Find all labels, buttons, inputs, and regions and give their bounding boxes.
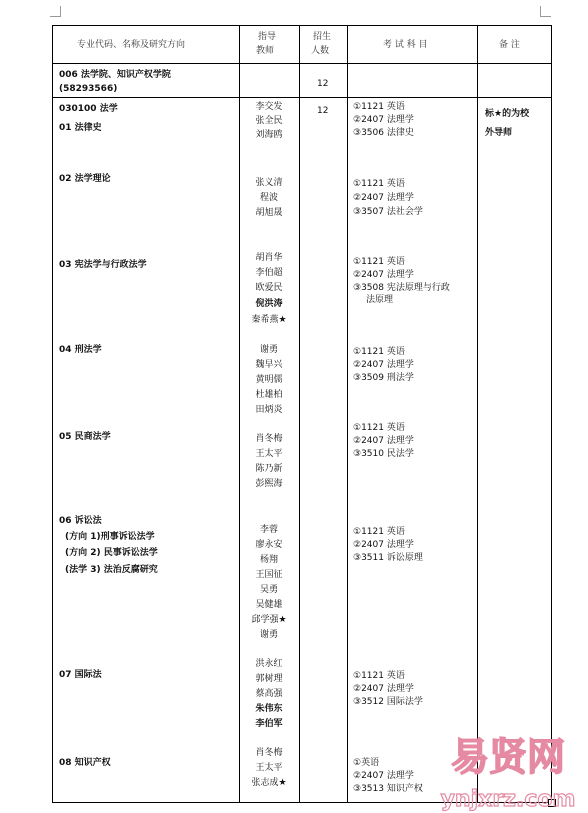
tutor-name: 张志成★ — [251, 778, 287, 788]
header-enroll: 招生 — [313, 32, 332, 42]
exam-subject: ②2407 法理学 — [353, 436, 414, 446]
row-divider — [53, 97, 551, 98]
school-enroll: 12 — [317, 79, 329, 89]
tutor-name: 李伯超 — [255, 268, 283, 278]
tutor-name: 王太平 — [255, 449, 283, 459]
exam-subject: 法原理 — [366, 295, 394, 305]
tutor-name: 吴勇 — [259, 585, 278, 595]
program-note-2: 外导师 — [485, 128, 513, 138]
program-enroll: 12 — [317, 106, 329, 116]
direction-name: 04 刑法学 — [59, 345, 102, 355]
tutor-name: 邱学强★ — [251, 615, 287, 625]
direction-name: 01 法律史 — [59, 123, 102, 133]
school-phone: (58293566) — [59, 84, 118, 94]
direction-name: 08 知识产权 — [59, 758, 111, 768]
tutor-name: 秦希燕★ — [251, 315, 287, 325]
direction-name: 06 诉讼法 — [59, 516, 102, 526]
tutor-name: 吴健雄 — [255, 600, 283, 610]
exam-subject: ②2407 法理学 — [353, 771, 414, 781]
direction-sub: (法学 3) 法治反腐研究 — [65, 565, 158, 575]
tutor-name: 肖冬梅 — [255, 434, 283, 444]
exam-subject: ①1121 英语 — [353, 347, 405, 357]
tutor-name: 刘海鸥 — [255, 130, 283, 140]
tutor-name: 肖冬梅 — [255, 748, 283, 758]
header-note: 备 注 — [499, 40, 520, 50]
exam-subject: ①1121 英语 — [353, 671, 405, 681]
program-code: 030100 法学 — [59, 104, 118, 114]
direction-sub: (方向 2) 民事诉讼法学 — [65, 548, 158, 558]
tutor-name: 廖永安 — [255, 540, 283, 550]
tutor-name: 欧爱民 — [255, 283, 283, 293]
tutor-name: 王太平 — [255, 763, 283, 773]
direction-name: 03 宪法学与行政法学 — [59, 260, 147, 270]
exam-subject: ②2407 法理学 — [353, 193, 414, 203]
exam-subject: ①英语 — [353, 758, 380, 768]
school-name: 006 法学院、知识产权学院 — [59, 70, 171, 80]
tutor-name: 李交发 — [255, 102, 283, 112]
exam-subject: ③3506 法律史 — [353, 128, 414, 138]
crop-mark-top-left — [50, 6, 61, 17]
header-exam: 考 试 科 目 — [383, 40, 428, 50]
tutor-name: 胡肖华 — [255, 253, 283, 263]
exam-subject: ①1121 英语 — [353, 423, 405, 433]
tutor-name: 倪洪涛 — [255, 299, 283, 309]
header-enroll-2: 人数 — [311, 46, 330, 56]
tutor-name: 张全民 — [255, 116, 283, 126]
exam-subject: ①1121 英语 — [353, 179, 405, 189]
tutor-name: 魏早兴 — [255, 360, 283, 370]
exam-subject: ③3509 刑法学 — [353, 373, 414, 383]
exam-subject: ②2407 法理学 — [353, 684, 414, 694]
header-tutor-2: 教师 — [256, 46, 275, 56]
direction-name: 07 国际法 — [59, 670, 102, 680]
row-divider — [53, 63, 551, 64]
tutor-name: 谢勇 — [259, 345, 278, 355]
tutor-name: 张义清 — [255, 178, 283, 188]
tutor-name: 杨翔 — [259, 555, 278, 565]
tutor-name: 陈乃新 — [255, 464, 283, 474]
tutor-name: 田炳炎 — [255, 405, 283, 415]
direction-name: 02 法学理论 — [59, 174, 111, 184]
exam-subject: ②2407 法理学 — [353, 540, 414, 550]
header-tutor: 指导 — [258, 32, 277, 42]
watermark-cn: 易贤网 — [450, 735, 566, 779]
watermark-en: ynjxrz.com — [440, 787, 576, 812]
header-major: 专业代码、名称及研究方向 — [77, 40, 186, 50]
exam-subject: ②2407 法理学 — [353, 360, 414, 370]
exam-subject: ③3512 国际法学 — [353, 697, 423, 707]
exam-subject: ③3508 宪法原理与行政 — [353, 283, 450, 293]
direction-sub: (方向 1)刑事诉讼法学 — [65, 532, 155, 542]
exam-subject: ③3510 民法学 — [353, 449, 414, 459]
exam-subject: ③3513 知识产权 — [353, 784, 423, 794]
tutor-name: 朱伟东 — [255, 704, 283, 714]
tutor-name: 蔡高强 — [255, 689, 283, 699]
exam-subject: ③3507 法社会学 — [353, 207, 423, 217]
exam-subject: ①1121 英语 — [353, 257, 405, 267]
enrollment-table — [52, 25, 552, 803]
column-divider — [477, 26, 478, 802]
column-divider — [347, 26, 348, 802]
tutor-name: 胡旭晟 — [255, 208, 283, 218]
direction-name: 05 民商法学 — [59, 432, 111, 442]
exam-subject: ①1121 英语 — [353, 527, 405, 537]
tutor-name: 程波 — [259, 193, 278, 203]
tutor-name: 李蓉 — [259, 525, 278, 535]
tutor-name: 谢勇 — [259, 630, 278, 640]
watermark-logo — [428, 722, 588, 813]
exam-subject: ②2407 法理学 — [353, 270, 414, 280]
column-divider — [299, 26, 300, 802]
tutor-name: 洪永红 — [255, 659, 283, 669]
tutor-name: 郭树理 — [255, 674, 283, 684]
program-note: 标★的为校 — [485, 109, 530, 119]
tutor-name: 李伯军 — [255, 719, 283, 729]
tutor-name: 彭熙海 — [255, 479, 283, 489]
tutor-name: 黄明儒 — [255, 375, 283, 385]
tutor-name: 杜雄柏 — [255, 390, 283, 400]
exam-subject: ③3511 诉讼原理 — [353, 553, 423, 563]
exam-subject: ①1121 英语 — [353, 102, 405, 112]
crop-mark-top-right — [540, 6, 551, 17]
tutor-name: 王国征 — [255, 570, 283, 580]
exam-subject: ②2407 法理学 — [353, 115, 414, 125]
